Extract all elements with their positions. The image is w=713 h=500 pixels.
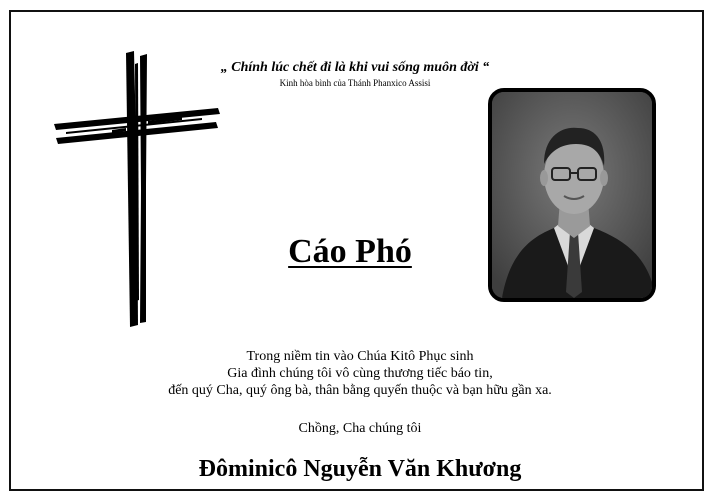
message-line-2: Gia đình chúng tôi vô cùng thương tiếc báo tin, bbox=[227, 366, 493, 381]
announcement-message bbox=[110, 348, 610, 399]
portrait-photo bbox=[488, 88, 656, 302]
message-line-3: đến quý Cha, quý ông bà, thân bằng quyến thuộc và bạn hữu gần xa. bbox=[168, 383, 552, 398]
relation-text: Chồng, Cha chúng tôi bbox=[298, 421, 422, 436]
quote-source: Kinh hòa bình của Thánh Phanxico Assisi bbox=[279, 78, 431, 88]
deceased-name: Đôminicô Nguyễn Văn Khương bbox=[198, 456, 522, 482]
cross-icon bbox=[52, 50, 222, 330]
quote-text: „ Chính lúc chết đi là khi vui sống muôn đời “ bbox=[220, 60, 490, 75]
message-line-1: Trong niềm tin vào Chúa Kitô Phục sinh bbox=[246, 349, 474, 364]
page-title: Cáo Phó bbox=[288, 233, 412, 270]
